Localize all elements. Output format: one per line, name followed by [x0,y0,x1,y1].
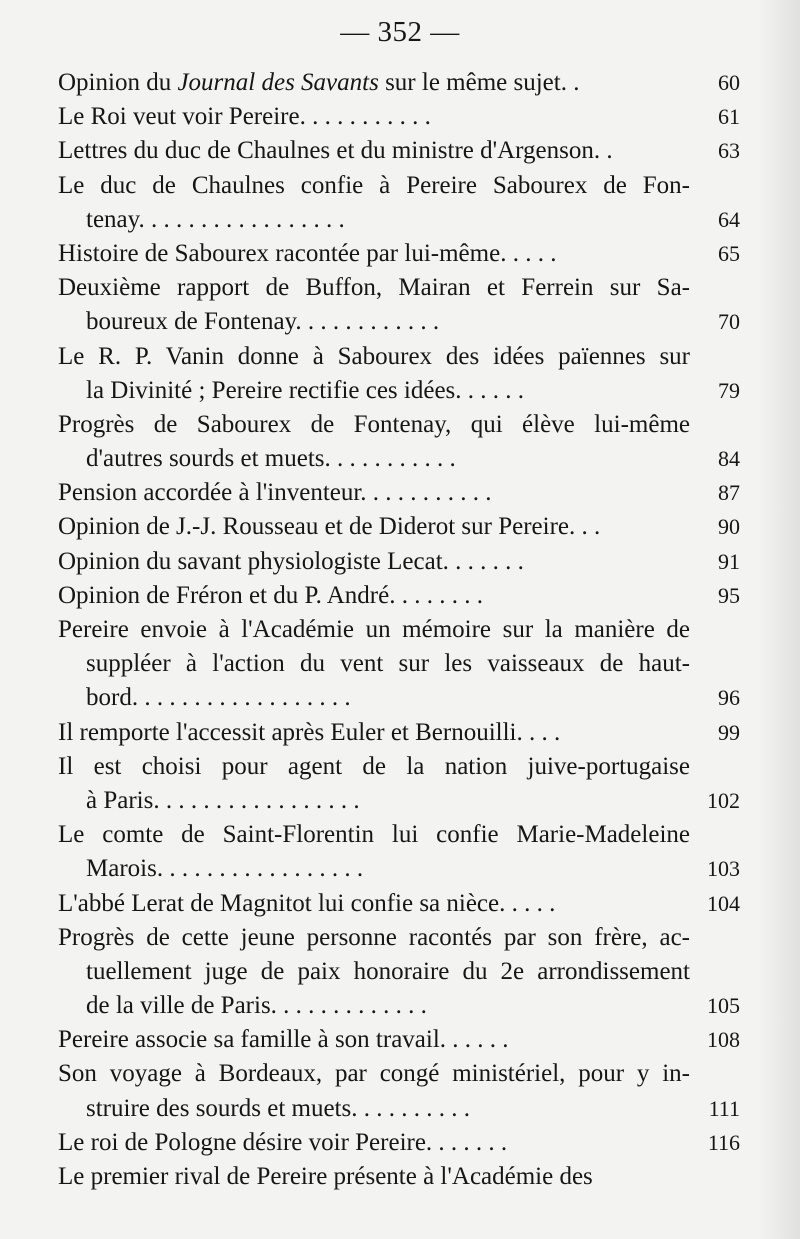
toc-page-number: 90 [718,514,740,540]
toc-entry-text: boureux de Fontenay. . . . . . . . . . . . [86,308,440,336]
toc-entry [58,1057,748,1125]
toc-entry-text: la Divinité ; Pereire rectifie ces idées. . . . . . [86,376,525,404]
toc-entry-line [58,750,748,784]
toc-entry-line [58,134,748,168]
toc-entry-text: de la ville de Paris. . . . . . . . . . . . . [86,992,427,1020]
toc-page-number: 99 [718,719,740,745]
toc-entry-line [58,1092,748,1126]
toc-entry-line [58,271,748,305]
toc-entry [58,66,748,100]
toc-entry-line [58,203,748,237]
toc-page-number: 65 [718,240,740,266]
toc-entry-line [58,579,748,613]
table-of-contents [58,66,748,1194]
toc-entry [58,510,748,544]
toc-page-number: 91 [718,548,740,574]
toc-entry [58,579,748,613]
toc-page-number: 79 [718,377,740,403]
toc-entry-line [58,716,748,750]
toc-entry-text: Le Roi veut voir Pereire. . . . . . . . . . . [58,103,431,131]
toc-entry-text: L'abbé Lerat de Magnitot lui confie sa nièce. . . . . [58,889,556,917]
toc-page-number: 64 [718,206,740,232]
toc-entry [58,100,748,134]
toc-entry-line [58,681,748,715]
toc-page-number: 102 [707,787,740,813]
toc-page-number: 103 [707,856,740,882]
toc-entry-text: Le roi de Pologne désire voir Pereire. . . . . . . [58,1128,508,1156]
toc-entry-text: Il remporte l'accessit après Euler et Bernouilli. . . . [58,718,561,746]
toc-entry [58,271,748,339]
toc-page-number: 108 [707,1027,740,1053]
toc-entry-text: Pereire associe sa famille à son travail. . . . . . [58,1026,509,1054]
toc-entry [58,476,748,510]
toc-entry-line [58,305,748,339]
toc-entry [58,921,748,1024]
toc-entry-text: Lettres du duc de Chaulnes et du ministre d'Argenson. . [58,137,613,165]
toc-entry-text: bord. . . . . . . . . . . . . . . . . . [86,684,351,712]
toc-entry-line [58,408,748,442]
toc-entry-line [58,1160,748,1194]
toc-entry [58,408,748,476]
journal-title: Journal des Savants [177,69,379,96]
toc-entry-text: Pereire envoie à l'Académie un mémoire sur la manière de [58,616,690,643]
toc-entry [58,237,748,271]
toc-entry-text: Opinion de J.-J. Rousseau et de Diderot sur Pereire. . . [58,513,601,541]
toc-entry-text: Le premier rival de Pereire présente à l'Académie des [58,1163,593,1190]
toc-entry-line [58,989,748,1023]
toc-entry-text: tuellement juge de paix honoraire du 2e arrondissement [86,957,690,985]
toc-entry-text: Le duc de Chaulnes confie à Pereire Sabourex de Fon- [58,171,690,199]
toc-entry [58,1160,748,1194]
toc-entry-line [58,921,748,955]
toc-page-number: 104 [707,890,740,916]
toc-entry-text: Le comte de Saint-Florentin lui confie Marie-Madeleine [58,821,690,849]
toc-entry-text: Opinion du Journal des Savants sur le même sujet. . [58,69,580,96]
toc-entry-text: Progrès de cette jeune personne racontés par son frère, ac- [58,923,690,951]
toc-entry-text: suppléer à l'action du vent sur les vaisseaux de haut- [86,650,690,678]
toc-entry-text: tenay. . . . . . . . . . . . . . . . . [86,205,345,233]
toc-entry-line [58,340,748,374]
toc-entry-line [58,1126,748,1160]
toc-entry-text: Deuxième rapport de Buffon, Mairan et Ferrein sur Sa- [58,274,690,302]
toc-page-number: 87 [718,480,740,506]
page-edge-shadow [758,0,800,1239]
toc-entry-line [58,374,748,408]
toc-entry [58,1023,748,1057]
toc-page-number: 70 [718,309,740,335]
toc-entry-line [58,100,748,134]
toc-entry-line [58,852,748,886]
toc-entry-text: Opinion de Fréron et du P. André. . . . . . . . [58,581,483,609]
toc-entry-line [58,1057,748,1091]
toc-entry-text: Progrès de Sabourex de Fontenay, qui élève lui-même [58,410,690,438]
toc-entry-text: Il est choisi pour agent de la nation juive-portugaise [58,752,690,780]
toc-entry [58,340,748,408]
toc-entry-text: Son voyage à Bordeaux, par congé ministériel, pour y in- [58,1060,690,1088]
toc-page-number: 116 [707,1129,740,1155]
toc-entry-text: Marois. . . . . . . . . . . . . . . . . [86,855,364,883]
toc-page-number: 111 [708,1095,740,1121]
toc-entry-line [58,510,748,544]
toc-entry-line [58,1023,748,1057]
toc-entry [58,545,748,579]
toc-page-number: 96 [718,685,740,711]
toc-entry-line [58,476,748,510]
toc-entry-line [58,442,748,476]
toc-entry-text: struire des sourds et muets. . . . . . . . . . [86,1094,470,1122]
toc-entry-line [58,66,748,100]
toc-entry-line [58,545,748,579]
toc-entry [58,818,748,886]
toc-page-number: 61 [718,104,740,130]
toc-entry-line [58,887,748,921]
toc-entry [58,887,748,921]
toc-entry-line [58,237,748,271]
toc-entry-text: Histoire de Sabourex racontée par lui-même. . . . . [58,239,557,267]
toc-entry-text: d'autres sourds et muets. . . . . . . . . . . [86,445,456,473]
page-number-header: — 352 — [340,16,460,48]
toc-entry-text: à Paris. . . . . . . . . . . . . . . . . [86,786,360,814]
toc-entry-line [58,613,748,647]
toc-page-number: 84 [718,446,740,472]
toc-entry [58,134,748,168]
toc-entry-line [58,647,748,681]
toc-entry [58,750,748,818]
toc-entry [58,169,748,237]
toc-entry [58,613,748,716]
toc-entry-line [58,784,748,818]
toc-entry-line [58,955,748,989]
toc-entry-text: Pension accordée à l'inventeur. . . . . . . . . . . [58,479,492,507]
toc-page-number: 95 [718,582,740,608]
toc-page-number: 60 [718,70,740,95]
toc-entry [58,716,748,750]
toc-entry-line [58,169,748,203]
toc-entry-line [58,818,748,852]
toc-page-number: 63 [718,138,740,164]
toc-page-number: 105 [707,993,740,1019]
toc-entry [58,1126,748,1160]
toc-entry-text: Le R. P. Vanin donne à Sabourex des idées païennes sur [58,342,690,370]
toc-entry-text: Opinion du savant physiologiste Lecat. . . . . . . [58,547,524,575]
